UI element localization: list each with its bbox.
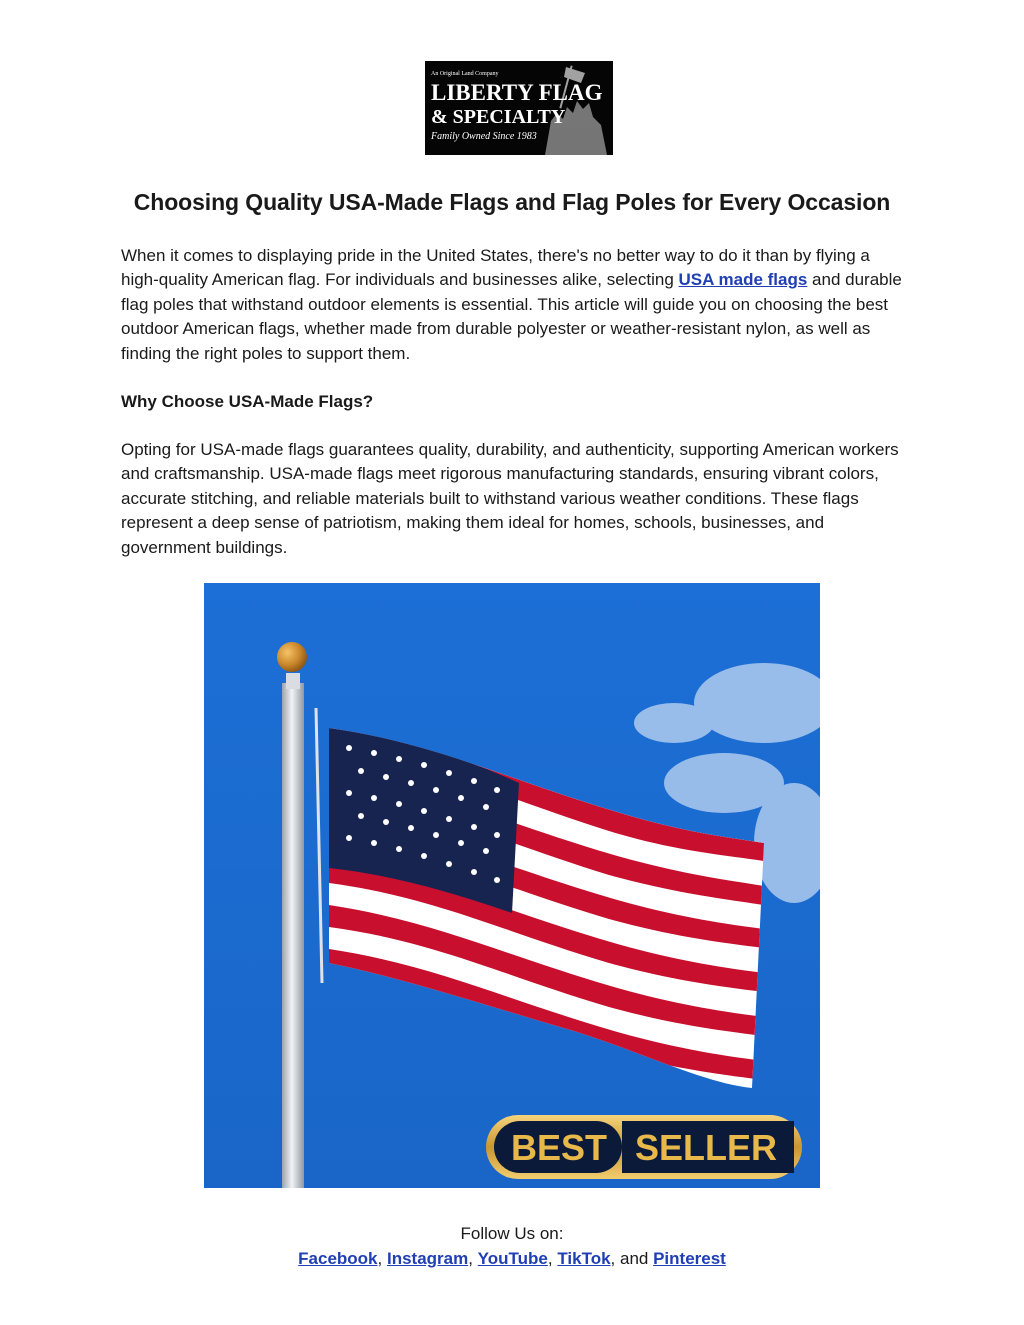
pinterest-link[interactable]: Pinterest bbox=[653, 1249, 726, 1268]
separator: , bbox=[377, 1249, 387, 1268]
social-links bbox=[0, 1246, 1024, 1271]
youtube-link[interactable]: YouTube bbox=[477, 1249, 548, 1268]
intro-text-end: and durable flag poles that withstand outdoor elements is essential. This article will guide you on choosing the best outdoor American flags, whether made from durable polyester or weather-resistant nylon, as well as finding the right poles to support them. bbox=[121, 270, 902, 363]
badge-best: BEST bbox=[510, 1127, 608, 1168]
logo-line-2: & SPECIALTY bbox=[431, 106, 566, 128]
intro-text-start: When it comes to displaying pride in the United States, there's no better way to do it than by flying a high-quality American flag. For individuals and businesses alike, selecting bbox=[121, 246, 870, 290]
section-heading: Why Choose USA-Made Flags? bbox=[121, 392, 374, 411]
logo-line-1: LIBERTY FLAG bbox=[431, 80, 603, 105]
follow-label: Follow Us on: bbox=[460, 1224, 564, 1243]
logo-tagline: An Original Land Company bbox=[431, 71, 499, 77]
usa-made-flags-link[interactable]: USA made flags bbox=[678, 270, 808, 290]
badge-seller: SELLER bbox=[634, 1127, 778, 1168]
and-text: , and bbox=[610, 1249, 654, 1268]
facebook-link[interactable]: Facebook bbox=[298, 1249, 378, 1268]
logo-script: Family Owned Since 1983 bbox=[431, 131, 537, 142]
best-seller-badge bbox=[486, 1115, 802, 1179]
social-footer bbox=[0, 1221, 1024, 1271]
separator: , bbox=[547, 1249, 558, 1268]
company-logo bbox=[425, 61, 613, 155]
intro-paragraph bbox=[121, 244, 911, 366]
separator: , bbox=[468, 1249, 478, 1268]
tiktok-link[interactable]: TikTok bbox=[557, 1249, 611, 1268]
flag-photo bbox=[204, 583, 820, 1188]
instagram-link[interactable]: Instagram bbox=[386, 1249, 469, 1268]
section-paragraph: Opting for USA-made flags guarantees quality, durability, and authenticity, supporting American workers and craftsmanship. USA-made flags meet rigorous manufacturing standards, ensuring vibrant colors, accurate stitching, and reliable materials built to withstand various weather conditions. These flags represent a deep sense of patriotism, making them ideal for homes, schools, businesses, and government buildings. bbox=[121, 440, 899, 557]
page-title: Choosing Quality USA-Made Flags and Flag Poles for Every Occasion bbox=[133, 189, 891, 215]
